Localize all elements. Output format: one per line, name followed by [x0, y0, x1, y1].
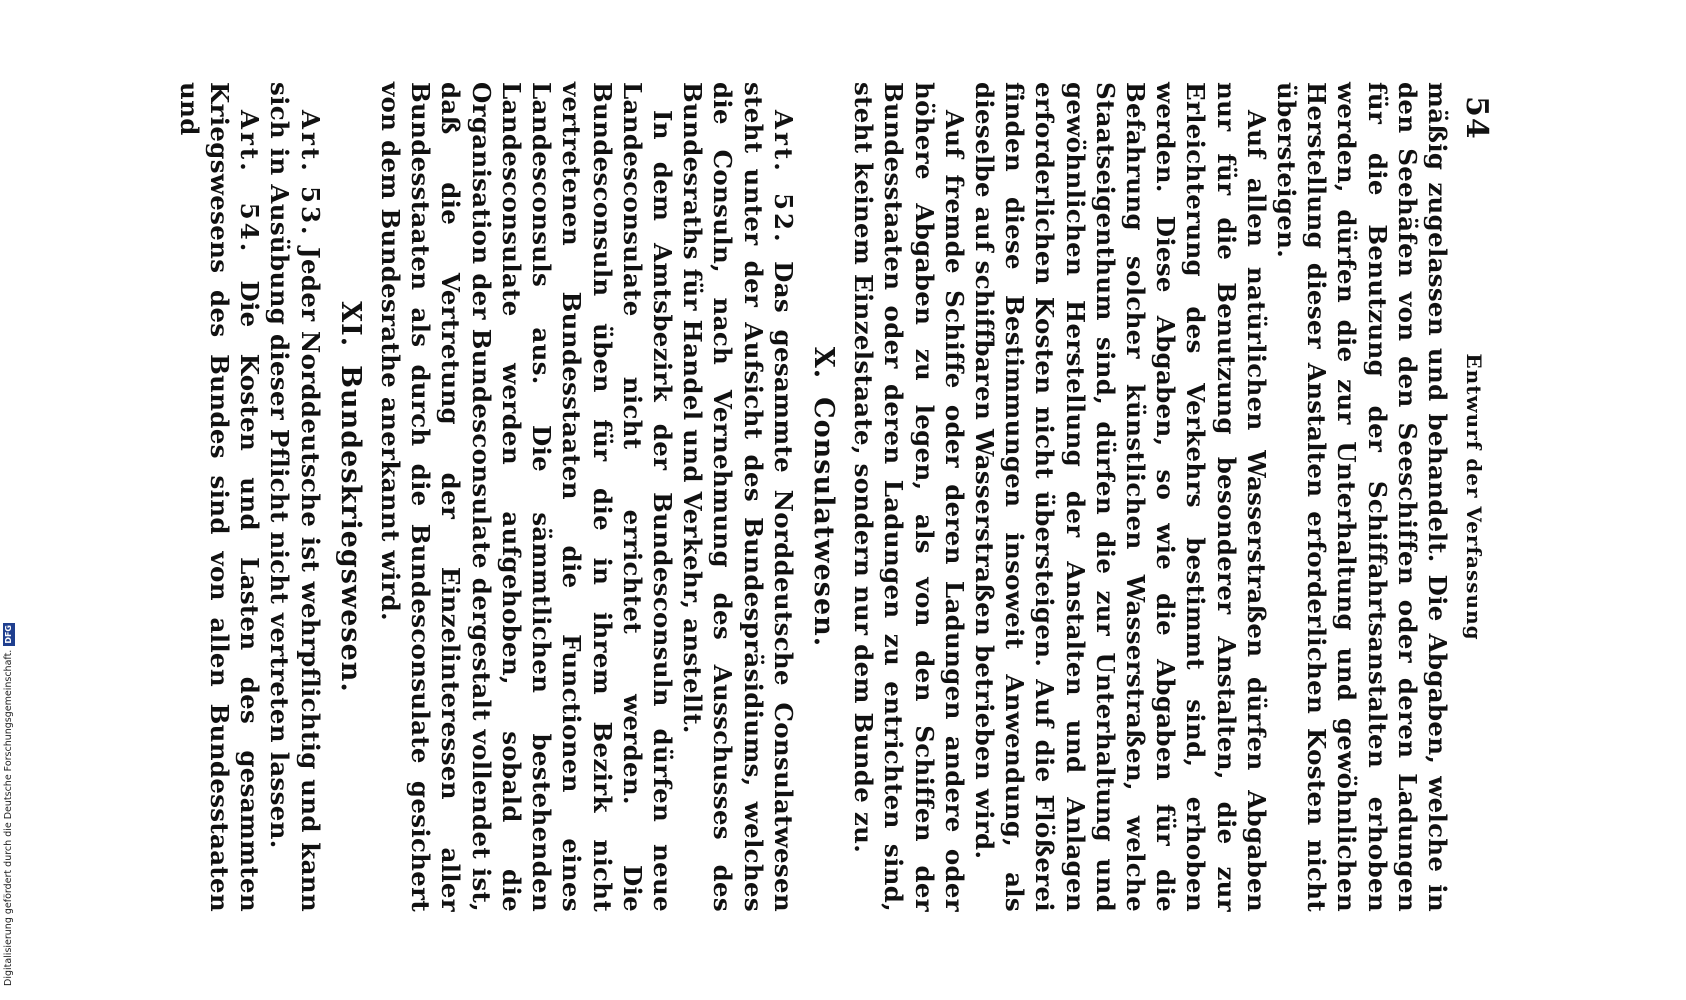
paragraph: mäßig zugelassen und behandelt. Die Abgaben, welche in den Seehäfen von den Seeschiffen oder deren Ladungen für die Benutzung der Schiffahrtsanstalten erhoben werden, dürfen die zur Unterhaltung und gewöhnlichen Herstellung dieser Anstalten erforderlichen Kosten nicht übersteigen.: [1271, 82, 1452, 912]
running-head: Entwurf der Verfassung: [1462, 353, 1486, 641]
section-heading-x: [808, 82, 838, 912]
document-page: [168, 82, 1498, 912]
section-number: X.: [807, 346, 839, 380]
article-54: [174, 82, 265, 912]
dfg-logo: DFG: [4, 625, 13, 644]
page-number: 54: [1459, 96, 1494, 140]
page-header: [1452, 82, 1498, 912]
article-53: [264, 82, 324, 912]
paragraph: Auf fremde Schiffe oder deren Ladungen andere oder höhere Abgaben zu legen, als von den Schiffen der Bundesstaaten oder deren Ladungen zu entrichten sind, steht keinem Einzelstaate, sondern nur dem Bunde zu.: [849, 82, 969, 912]
article-label: Art. 52.: [768, 110, 798, 245]
section-heading-xi: [335, 82, 365, 912]
section-title: Bundeskriegswesen.: [334, 365, 366, 693]
section-title: Consulatwesen.: [807, 397, 839, 648]
credit-text: Digitalisierung gefördert durch die Deutsche Forschungsgemeinschaft.: [3, 649, 14, 986]
article-52: [677, 82, 798, 912]
section-number: XI.: [334, 301, 366, 348]
article-label: Art. 54.: [235, 110, 265, 255]
article-label: Art. 53.: [295, 110, 325, 238]
body-text: [174, 82, 1452, 912]
article-text: Das gesammte Norddeutsche Consulatwesen steht unter der Aufsicht des Bundespräsidiums, welches die Consuln, nach Vernehmung des Ausschusses des Bundesraths für Handel und Verkehr, anstellt.: [678, 82, 798, 912]
article-text: Die Kosten und Lasten des gesammten Kriegswesens des Bundes sind von allen Bundesstaaten und: [174, 82, 265, 912]
digitization-credit: [2, 426, 16, 986]
paragraph: Auf allen natürlichen Wasserstraßen dürfen Abgaben nur für die Benutzung besonderer Anstalten, die zur Erleichterung des Verkehrs bestimmt sind, erhoben werden. Diese Abgaben, so wie die Abgaben für die Befahrung solcher künstlichen Wasserstraßen, welche Staatseigenthum sind, dürfen die zur Unterhaltung und gewöhnlichen Herstellung der Anstalten und Anlagen erforderlichen Kosten nicht übersteigen. Auf die Flößerei finden diese Bestimmungen insoweit Anwendung, als dieselbe auf schiffbaren Wasserstraßen betrieben wird.: [969, 82, 1271, 912]
paragraph: In dem Amtsbezirk der Bundesconsuln dürfen neue Landesconsulate nicht errichtet werden. Die Bundesconsuln üben für die in ihrem Bezirk nicht vertretenen Bundesstaaten die Functionen eines Landesconsuls aus. Die sämmtlichen bestehenden Landesconsulate werden aufgehoben, sobald die Organisation der Bundesconsulate dergestalt vollendet ist, daß die Vertretung der Einzelinteressen aller Bundesstaaten als durch die Bundesconsulate gesichert von dem Bundesrathe anerkannt wird.: [376, 82, 677, 912]
article-text: Jeder Norddeutsche ist wehrpflichtig und kann sich in Ausübung dieser Pflicht nicht vertreten lassen.: [265, 82, 325, 912]
